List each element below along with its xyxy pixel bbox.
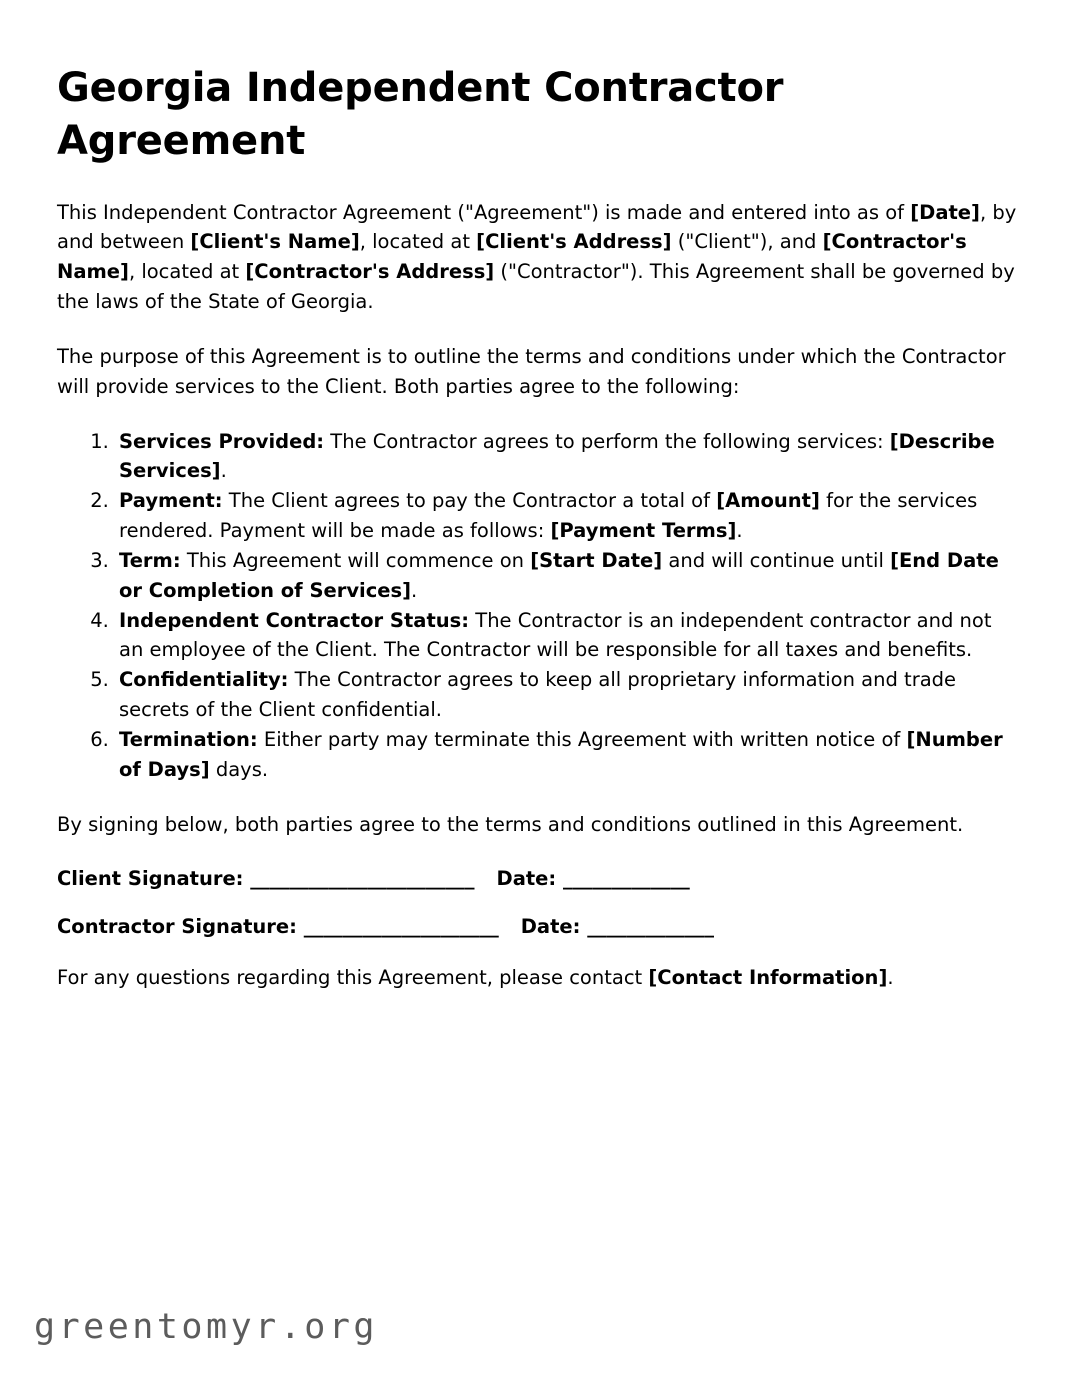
- term-heading: Independent Contractor Status:: [119, 608, 470, 632]
- term-text-end: .: [736, 519, 743, 543]
- list-item: [115, 665, 1019, 725]
- list-item: [115, 546, 1019, 606]
- term-heading: Services Provided:: [119, 429, 325, 453]
- term-heading: Term:: [119, 548, 181, 572]
- intro-text-4: ("Client"), and: [671, 230, 823, 254]
- term-heading: Confidentiality:: [119, 668, 289, 692]
- term-placeholder: [Number of Days]: [119, 727, 1003, 781]
- term-text: The Contractor agrees to keep all proprietary information and trade secrets of the Client confidential.: [119, 668, 957, 722]
- contact-text-end: .: [887, 965, 894, 989]
- list-item: [115, 427, 1019, 487]
- term-heading: Termination:: [119, 727, 258, 751]
- term-text-end: .: [411, 578, 418, 602]
- page-title: Georgia Independent Contractor Agreement: [57, 65, 784, 164]
- intro-paragraph: [57, 198, 1019, 317]
- term-placeholder: [Start Date]: [530, 548, 663, 572]
- placeholder-date: [Date]: [910, 200, 980, 224]
- term-heading: Payment:: [119, 489, 223, 513]
- contractor-signature-label: Contractor Signature:: [57, 914, 297, 938]
- client-date-label: Date:: [496, 867, 557, 891]
- terms-list: [57, 427, 1019, 785]
- term-text-mid: for the services rendered. Payment will be made as follows:: [119, 489, 978, 543]
- purpose-paragraph: The purpose of this Agreement is to outline the terms and conditions under which the Contractor will provide services to the Client. Both parties agree to the following:: [57, 344, 1006, 398]
- term-text: This Agreement will commence on: [180, 548, 531, 572]
- term-text-mid: and will continue until: [662, 548, 891, 572]
- contractor-date-field[interactable]: _____________: [587, 914, 714, 938]
- term-placeholder-2: [Payment Terms]: [550, 519, 737, 543]
- intro-text-3: , located at: [359, 230, 477, 254]
- placeholder-contractor-address: [Contractor's Address]: [245, 260, 495, 284]
- term-text: Either party may terminate this Agreement with written notice of: [257, 727, 907, 751]
- term-text-end: .: [220, 459, 227, 483]
- placeholder-client-name: [Client's Name]: [190, 230, 360, 254]
- intro-text-6: ("Contractor"). This Agreement shall be governed by the laws of the State of Georgia.: [57, 260, 1015, 314]
- contractor-date-label: Date:: [520, 914, 581, 938]
- term-text: The Client agrees to pay the Contractor a total of: [222, 489, 717, 513]
- client-signature-row: [57, 864, 1019, 893]
- site-watermark: greentomyr.org: [34, 1307, 379, 1347]
- term-placeholder: [Amount]: [716, 489, 820, 513]
- contractor-signature-row: [57, 912, 1019, 941]
- list-item: [115, 606, 1019, 666]
- client-signature-field[interactable]: _______________________: [250, 867, 475, 891]
- term-placeholder-2: [End Date or Completion of Services]: [119, 548, 999, 602]
- signing-paragraph: By signing below, both parties agree to the terms and conditions outlined in this Agreement.: [57, 812, 964, 836]
- client-signature-label: Client Signature:: [57, 867, 244, 891]
- intro-text-1: This Independent Contractor Agreement ("Agreement") is made and entered into as of: [57, 200, 911, 224]
- term-text: The Contractor is an independent contractor and not an employee of the Client. The Contractor will be responsible for all taxes and benefits.: [119, 608, 992, 662]
- intro-text-5: , located at: [128, 260, 246, 284]
- client-date-field[interactable]: _____________: [563, 867, 690, 891]
- list-item: [115, 725, 1019, 785]
- placeholder-contact-information: [Contact Information]: [648, 965, 888, 989]
- list-item: [115, 486, 1019, 546]
- document-content: [57, 62, 1019, 993]
- term-placeholder: [Describe Services]: [119, 429, 995, 483]
- contact-paragraph: [57, 963, 1019, 993]
- term-text: The Contractor agrees to perform the following services:: [324, 429, 890, 453]
- contractor-signature-field[interactable]: ____________________: [303, 914, 499, 938]
- term-text-end: days.: [209, 757, 269, 781]
- intro-text-2: , by and between: [57, 200, 1017, 254]
- placeholder-client-address: [Client's Address]: [476, 230, 672, 254]
- placeholder-contractor-name: [Contractor's Name]: [57, 230, 967, 284]
- contact-text: For any questions regarding this Agreement, please contact: [57, 965, 649, 989]
